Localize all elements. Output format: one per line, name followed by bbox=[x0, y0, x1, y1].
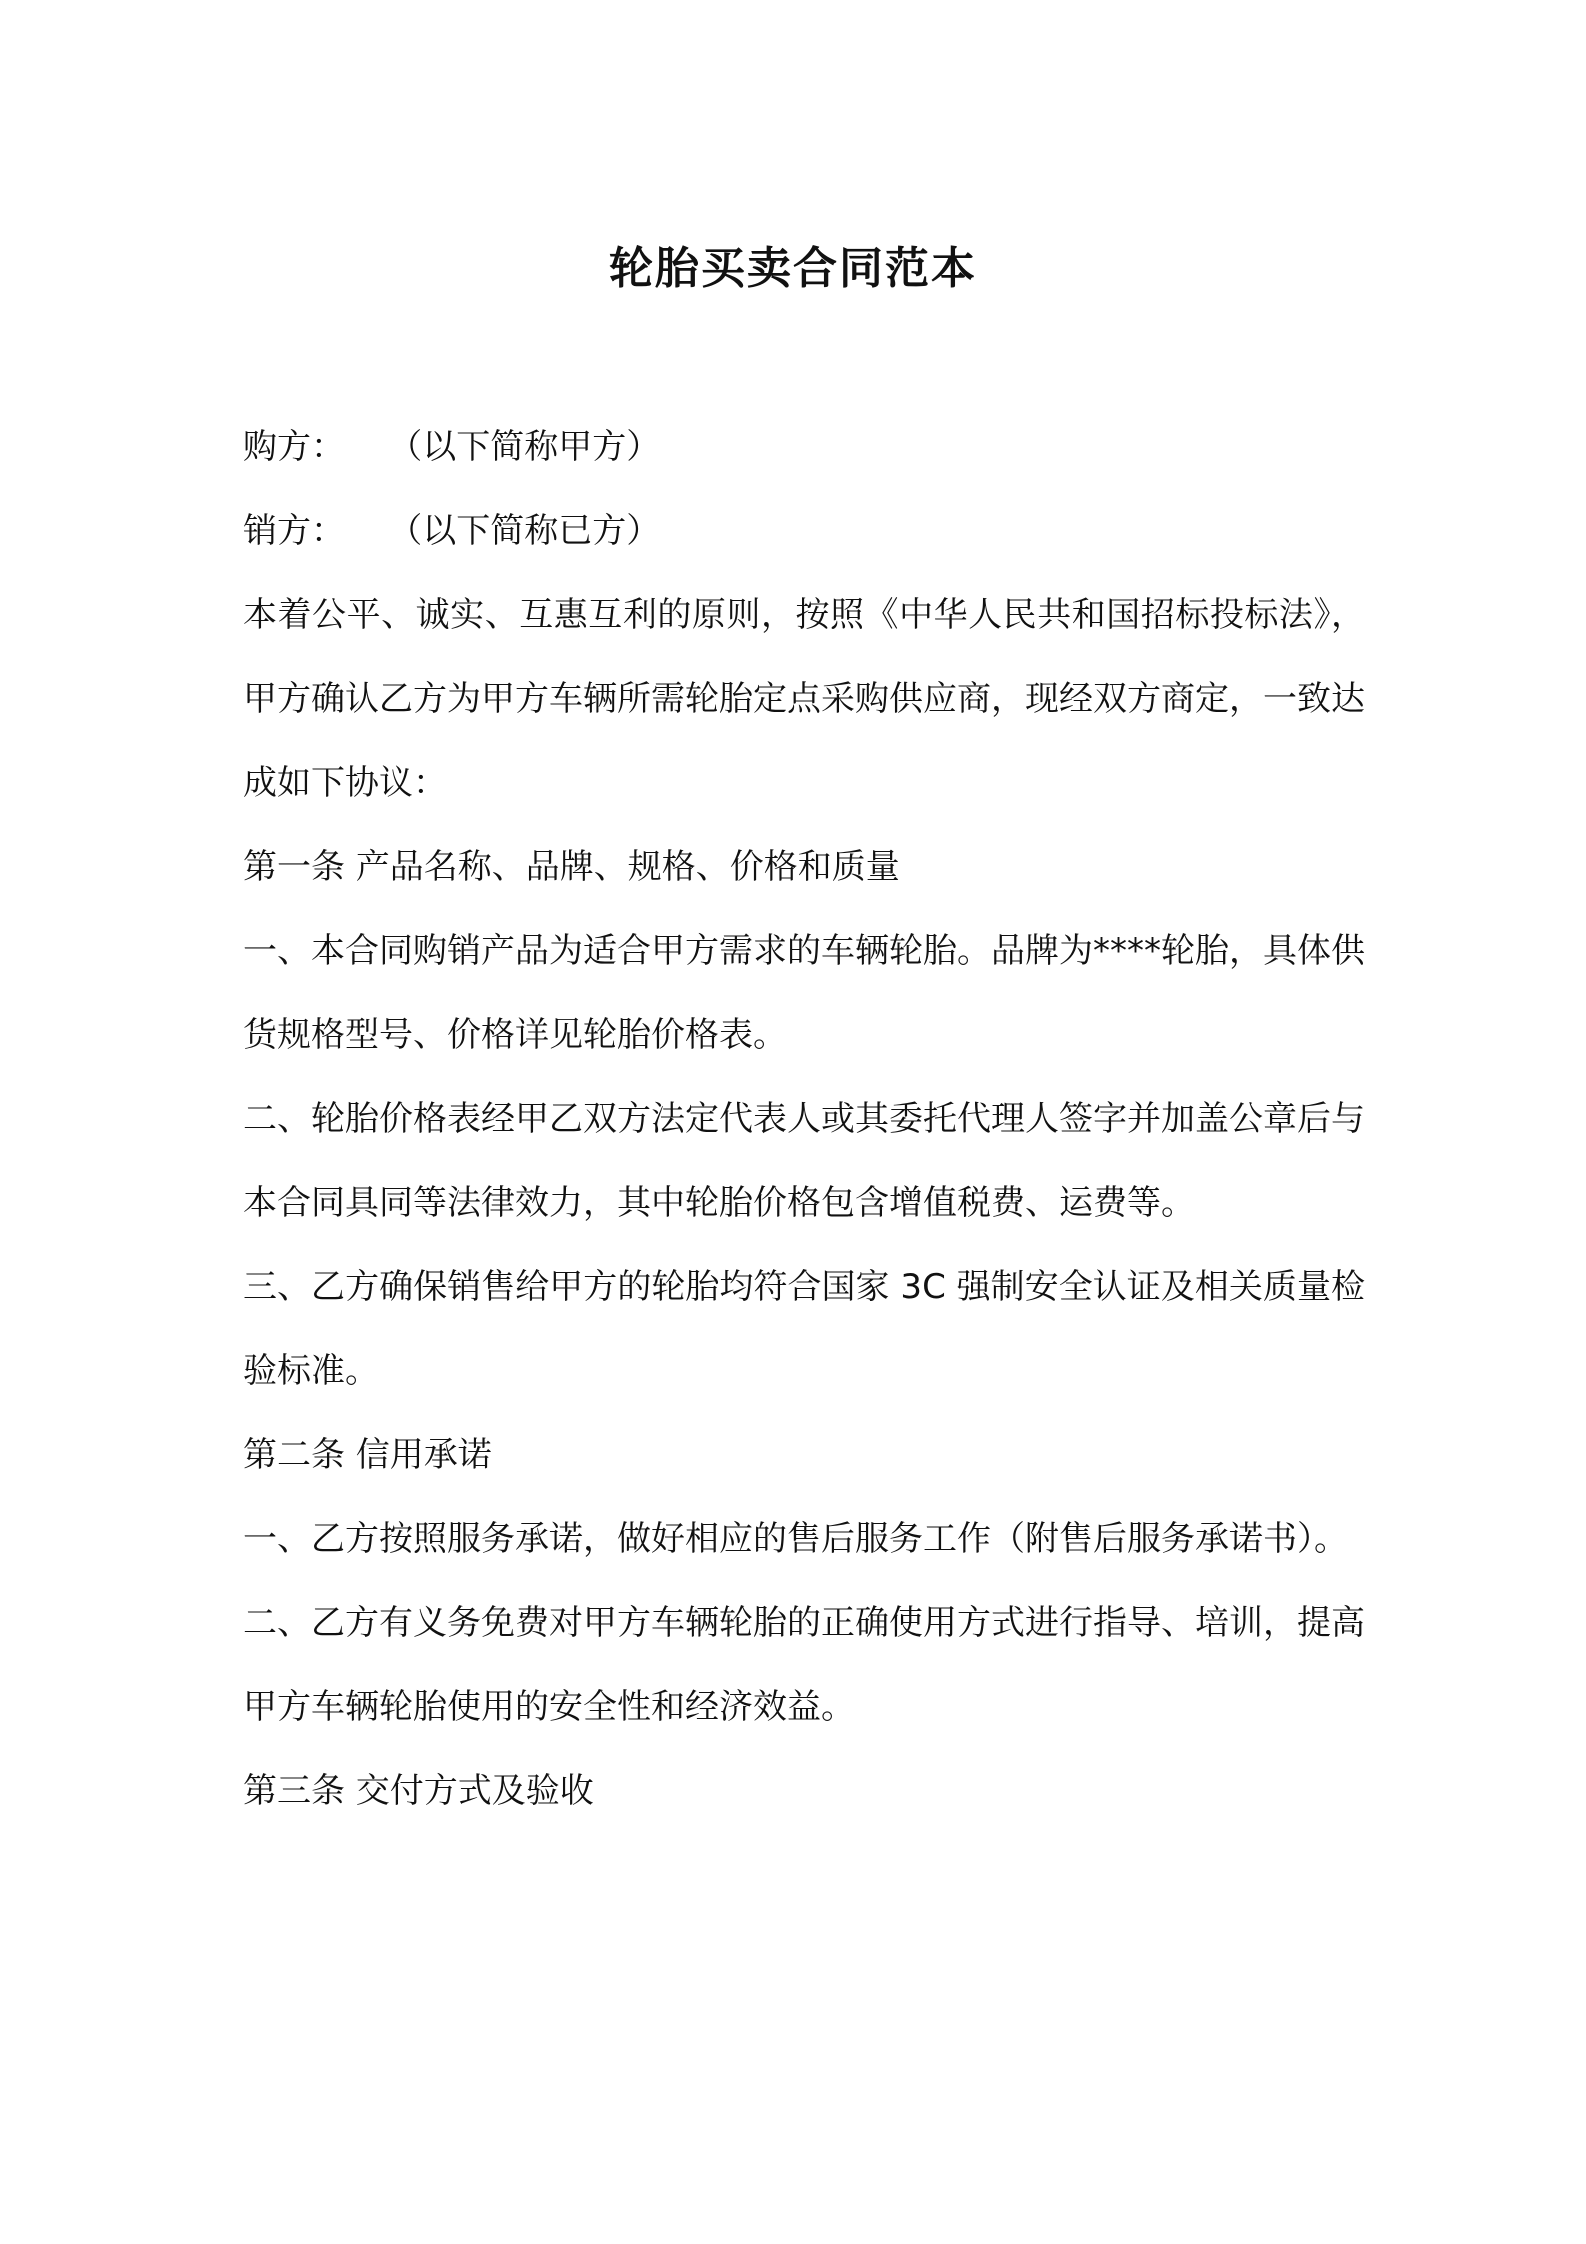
article-1-heading: 第一条 产品名称、品牌、规格、价格和质量 bbox=[243, 847, 900, 887]
buyer-line: 购方： （以下简称甲方） bbox=[243, 427, 661, 467]
article-1-clause-1: 一、本合同购销产品为适合甲方需求的车辆轮胎。品牌为****轮胎，具体供货规格型号、价格详见轮胎价格表。 bbox=[243, 931, 1365, 1055]
seller-line: 销方： （以下简称已方） bbox=[243, 511, 661, 551]
article-2-clause-2: 二、乙方有义务免费对甲方车辆轮胎的正确使用方式进行指导、培训，提高甲方车辆轮胎使用的安全性和经济效益。 bbox=[243, 1603, 1365, 1727]
document-body bbox=[243, 405, 1365, 1833]
article-1-clause-2: 二、轮胎价格表经甲乙双方法定代表人或其委托代理人签字并加盖公章后与本合同具同等法律效力，其中轮胎价格包含增值税费、运费等。 bbox=[243, 1099, 1365, 1223]
article-2-clause-1: 一、乙方按照服务承诺，做好相应的售后服务工作（附售后服务承诺书）。 bbox=[243, 1519, 1348, 1559]
article-3-heading: 第三条 交付方式及验收 bbox=[243, 1771, 594, 1811]
article-2-heading: 第二条 信用承诺 bbox=[243, 1435, 492, 1475]
preamble-paragraph: 本着公平、诚实、互惠互利的原则，按照《中华人民共和国招标投标法》，甲方确认乙方为甲方车辆所需轮胎定点采购供应商，现经双方商定，一致达成如下协议： bbox=[243, 595, 1365, 803]
article-1-clause-3: 三、乙方确保销售给甲方的轮胎均符合国家 3C 强制安全认证及相关质量检验标准。 bbox=[243, 1267, 1365, 1391]
document-title: 轮胎买卖合同范本 bbox=[609, 243, 977, 295]
